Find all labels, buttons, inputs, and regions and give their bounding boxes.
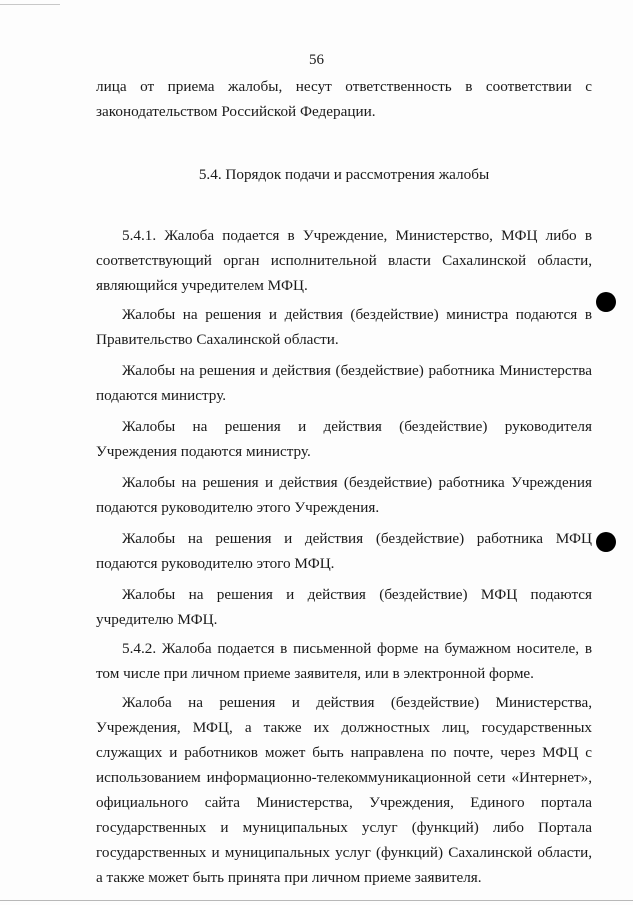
paragraph-5-4-1: 5.4.1. Жалоба подается в Учреждение, Министерство, МФЦ либо в соответствующий орган исполнительной власти Сахалинской области, являющийся учредителем МФЦ. [96, 227, 592, 294]
paragraph-minister-complaints: Жалобы на решения и действия (бездействие) министра подаются в Правительство Сахалинской области. [96, 306, 592, 348]
paragraph-5-4-2: 5.4.2. Жалоба подается в письменной форме на бумажном носителе, в том числе при личном приеме заявителя, или в электронной форме. [96, 640, 592, 682]
punch-hole-bottom [596, 532, 616, 552]
scan-bottom-edge [0, 900, 633, 901]
continuation-paragraph: лица от приема жалобы, несут ответственность в соответствии с законодательством Российской Федерации. [96, 78, 592, 120]
paragraph-institution-head-complaints: Жалобы на решения и действия (бездействие) руководителя Учреждения подаются министру. [96, 418, 592, 460]
page-number: 56 [309, 52, 324, 68]
scan-edge-mark [0, 4, 60, 5]
document-body [96, 74, 592, 890]
paragraph-mfc-employee-complaints: Жалобы на решения и действия (бездействие) работника МФЦ подаются руководителю этого МФЦ. [96, 530, 592, 572]
punch-hole-top [596, 292, 616, 312]
paragraph-mfc-complaints: Жалобы на решения и действия (бездействие) МФЦ подаются учредителю МФЦ. [96, 586, 592, 628]
paragraph-ministry-employee-complaints: Жалобы на решения и действия (бездействие) работника Министерства подаются министру. [96, 362, 592, 404]
section-heading: 5.4. Порядок подачи и рассмотрения жалобы [198, 166, 490, 183]
paragraph-submission-channels: Жалоба на решения и действия (бездействие) Министерства, Учреждения, МФЦ, а также их должностных лиц, государственных служащих и работников может быть направлена по почте, через МФЦ с использованием информационно-телекоммуникационной сети «Интернет», официального сайта Министерства, Учреждения, Единого портала государственных и муниципальных услуг (функций) либо Портала государственных и муниципальных услуг (функций) Сахалинской области, а также может быть принята при личном приеме заявителя. [96, 694, 592, 886]
paragraph-institution-employee-complaints: Жалобы на решения и действия (бездействие) работника Учреждения подаются руководителю этого Учреждения. [96, 474, 592, 516]
